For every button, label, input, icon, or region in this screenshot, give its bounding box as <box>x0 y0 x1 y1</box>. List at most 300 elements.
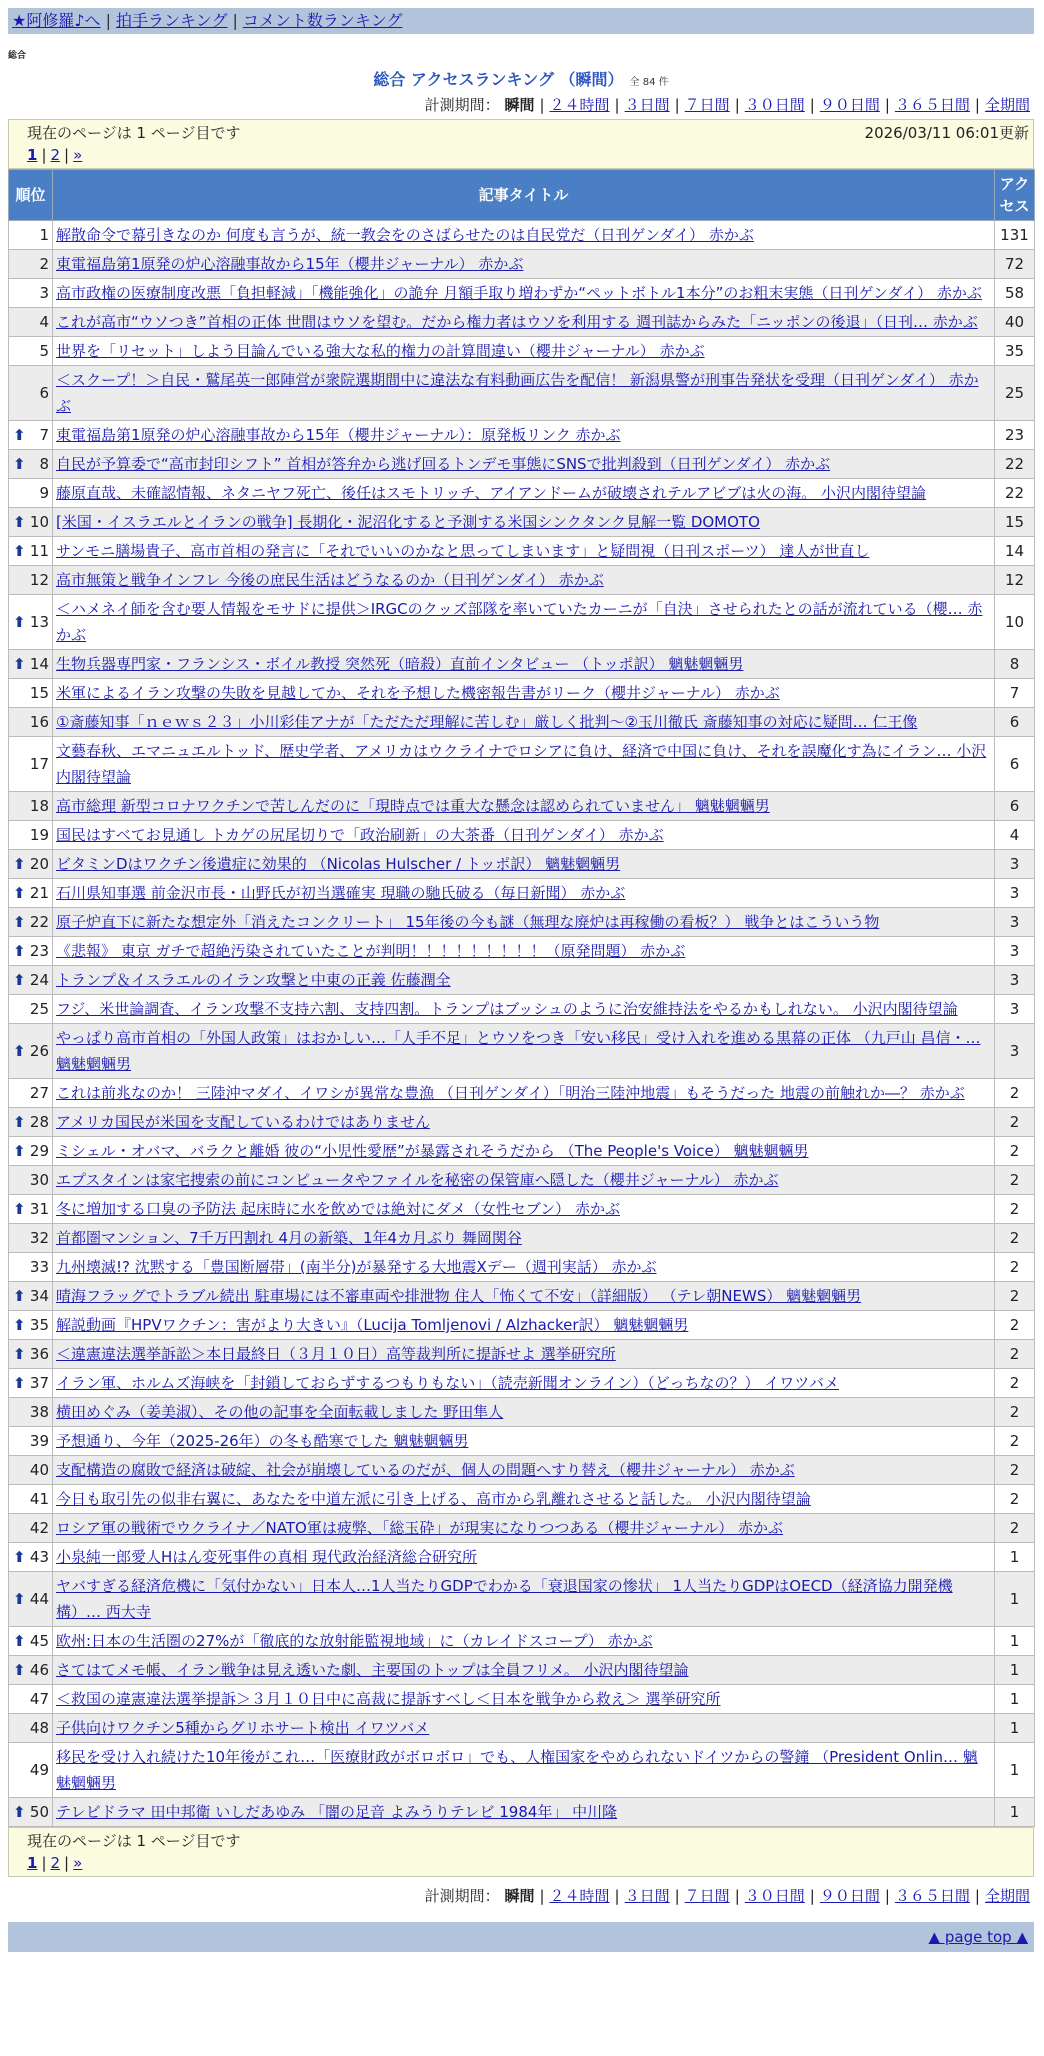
rank-number: 37 <box>29 1374 49 1392</box>
title-cell <box>53 737 995 792</box>
table-row <box>9 1798 1035 1827</box>
article-link[interactable]: ビタミンDはワクチン後遺症に効果的 （Nicolas Hulscher / トッポ訳） 魑魅魍魎男 <box>56 855 621 873</box>
article-link[interactable]: 移民を受け入れ続けた10年後がこれ…「医療財政がボロボロ」でも、人権国家をやめられないドイツからの警鐘 （President Onlin… 魑魅魍魎男 <box>56 1748 978 1792</box>
rank-number: 24 <box>29 971 49 989</box>
page <box>8 8 1034 1952</box>
rank-cell <box>9 1543 53 1572</box>
access-count: 3 <box>995 908 1035 937</box>
rank-cell <box>9 908 53 937</box>
table-row <box>9 366 1035 421</box>
article-link[interactable]: 自民が予算委で“高市封印シフト” 首相が答弁から逃げ回るトンデモ事態にSNSで批判殺到（日刊ゲンダイ） 赤かぶ <box>56 455 831 473</box>
title-cell <box>53 879 995 908</box>
period-selector-top: 計測期間： 瞬間 | ２４時間 | ３日間 | ７日間 | ３０日間 | ９０日間 | ３６５日間 | 全期間 <box>424 96 1030 114</box>
rank-cell <box>9 1798 53 1827</box>
rank-number: 10 <box>29 513 49 531</box>
article-link[interactable]: 冬に増加する口臭の予防法 起床時に水を飲めでは絶対にダメ（女性セブン） 赤かぶ <box>56 1200 620 1218</box>
rank-cell <box>9 1714 53 1743</box>
up-arrow-icon: ⬆ <box>13 542 26 560</box>
table-row <box>9 537 1035 566</box>
period-all-link-bottom[interactable]: 全期間 <box>984 1887 1030 1905</box>
access-count: 40 <box>995 308 1035 337</box>
up-arrow-icon: ⬆ <box>13 1803 26 1821</box>
table-row <box>9 250 1035 279</box>
table-row <box>9 1282 1035 1311</box>
table-row <box>9 708 1035 737</box>
article-link[interactable]: 藤原直哉、未確認情報、ネタニヤフ死亡、後任はスモトリッチ、アイアンドームが破壊されテルアビブは火の海。 小沢内閣待望論 <box>56 484 926 502</box>
table-row <box>9 450 1035 479</box>
access-count: 15 <box>995 508 1035 537</box>
article-link[interactable]: 横田めぐみ（姜美淑）、その他の記事を全面転載しました 野田隼人 <box>56 1403 504 1421</box>
rank-cell <box>9 679 53 708</box>
access-count: 25 <box>995 366 1035 421</box>
table-row <box>9 421 1035 450</box>
rank-cell <box>9 1685 53 1714</box>
rank-cell <box>9 537 53 566</box>
title-cell <box>53 566 995 595</box>
rank-cell <box>9 937 53 966</box>
up-arrow-icon: ⬆ <box>13 971 26 989</box>
footer-bar <box>8 1922 1034 1952</box>
title-cell <box>53 250 995 279</box>
header-title: 記事タイトル <box>53 170 995 221</box>
access-count: 3 <box>995 995 1035 1024</box>
rank-cell <box>9 1572 53 1627</box>
access-count: 2 <box>995 1456 1035 1485</box>
article-link[interactable]: これは前兆なのか！ 三陸沖マダイ、イワシが異常な豊漁 （日刊ゲンダイ）「明治三陸沖地震」もそうだった 地震の前触れか―？ 赤かぶ <box>56 1084 965 1102</box>
rank-number: 40 <box>29 1461 49 1479</box>
rank-cell <box>9 850 53 879</box>
table-row <box>9 1398 1035 1427</box>
access-count: 8 <box>995 650 1035 679</box>
rank-number: 15 <box>29 684 49 702</box>
rank-number: 26 <box>29 1042 49 1060</box>
title-cell <box>53 1656 995 1685</box>
header-count: アクセス <box>995 170 1035 221</box>
period-3d-link-bottom[interactable]: ３日間 <box>624 1887 670 1905</box>
up-arrow-icon: ⬆ <box>13 942 26 960</box>
title-cell <box>53 595 995 650</box>
period-365d-link-bottom[interactable]: ３６５日間 <box>894 1887 970 1905</box>
rank-cell <box>9 1743 53 1798</box>
access-count: 10 <box>995 595 1035 650</box>
article-link[interactable]: ①斎藤知事「ｎｅｗｓ２３」小川彩佳アナが「ただただ理解に苦しむ」厳しく批判～②玉川徹氏 斎藤知事の対応に疑問… 仁王像 <box>56 713 918 731</box>
table-row <box>9 679 1035 708</box>
title-cell <box>53 1743 995 1798</box>
rank-number: 2 <box>39 255 49 273</box>
up-arrow-icon: ⬆ <box>13 426 26 444</box>
period-current-bottom: 瞬間 <box>504 1887 535 1905</box>
period-all-link[interactable]: 全期間 <box>984 96 1030 114</box>
article-link[interactable]: 首都圏マンション、7千万円割れ 4月の新築、1年4カ月ぶり 舞岡関谷 <box>56 1229 522 1247</box>
article-link[interactable]: 《悲報》 東京 ガチで超絶汚染されていたことが判明！！！！！！！！！（原発問題） 赤かぶ <box>56 942 686 960</box>
page-1-link-bottom[interactable]: 1 <box>27 1854 38 1872</box>
access-count: 14 <box>995 537 1035 566</box>
nav-comment-ranking-link[interactable]: コメント数ランキング <box>242 11 403 30</box>
table-row <box>9 1743 1035 1798</box>
title-cell <box>53 1685 995 1714</box>
rank-number: 36 <box>29 1345 49 1363</box>
table-row <box>9 1714 1035 1743</box>
rank-number: 44 <box>29 1590 49 1608</box>
rank-number: 8 <box>39 455 49 473</box>
rank-cell <box>9 221 53 250</box>
rank-number: 4 <box>39 313 49 331</box>
access-count: 2 <box>995 1282 1035 1311</box>
table-row <box>9 566 1035 595</box>
article-link[interactable]: 石川県知事選 前金沢市長・山野氏が初当選確実 現職の馳氏破る（毎日新聞） 赤かぶ <box>56 884 626 902</box>
article-link[interactable]: エプスタインは家宅捜索の前にコンピュータやファイルを秘密の保管庫へ隠した（櫻井ジャーナル） 赤かぶ <box>56 1171 779 1189</box>
period-90d-link[interactable]: ９０日間 <box>819 96 880 114</box>
rank-number: 1 <box>39 226 49 244</box>
table-row <box>9 308 1035 337</box>
rank-cell <box>9 792 53 821</box>
title-cell <box>53 1253 995 1282</box>
rank-number: 6 <box>39 384 49 402</box>
up-arrow-icon: ⬆ <box>13 513 26 531</box>
title-cell <box>53 821 995 850</box>
article-link[interactable]: ＜救国の違憲違法選挙提訴＞３月１０日中に高裁に提訴すべし＜日本を戦争から救え＞ 選挙研究所 <box>56 1690 721 1708</box>
title-cell <box>53 1456 995 1485</box>
up-arrow-icon: ⬆ <box>13 1142 26 1160</box>
access-count: 12 <box>995 566 1035 595</box>
rank-number: 42 <box>29 1519 49 1537</box>
page-top-link[interactable]: ▲ page top ▲ <box>928 1928 1028 1946</box>
title-cell <box>53 1369 995 1398</box>
access-count: 3 <box>995 850 1035 879</box>
access-count: 1 <box>995 1714 1035 1743</box>
article-link[interactable]: 東電福島第1原発の炉心溶融事故から15年（櫻井ジャーナル） 赤かぶ <box>56 255 524 273</box>
access-count: 1 <box>995 1543 1035 1572</box>
title-cell <box>53 1514 995 1543</box>
title-cell <box>53 1108 995 1137</box>
access-count: 2 <box>995 1485 1035 1514</box>
table-row <box>9 1024 1035 1079</box>
rank-cell <box>9 1253 53 1282</box>
up-arrow-icon: ⬆ <box>13 884 26 902</box>
access-count: 1 <box>995 1572 1035 1627</box>
title-cell <box>53 221 995 250</box>
rank-cell <box>9 1137 53 1166</box>
table-row <box>9 908 1035 937</box>
up-arrow-icon: ⬆ <box>13 1345 26 1363</box>
article-link[interactable]: ＜違憲違法選挙訴訟＞本日最終日（３月１０日）高等裁判所に提訴せよ 選挙研究所 <box>56 1345 616 1363</box>
article-link[interactable]: 世界を「リセット」しよう目論んでいる強大な私的権力の計算間違い（櫻井ジャーナル） 赤かぶ <box>56 342 705 360</box>
period-label: 計測期間： <box>424 96 500 114</box>
access-count: 3 <box>995 879 1035 908</box>
rank-number: 33 <box>29 1258 49 1276</box>
rank-cell <box>9 879 53 908</box>
up-arrow-icon: ⬆ <box>13 1042 26 1060</box>
pagination-bottom: 現在のページは 1 ページ目です 1 | 2 | » <box>8 1827 1034 1877</box>
rank-cell <box>9 250 53 279</box>
rank-number: 12 <box>29 571 49 589</box>
article-link[interactable]: 国民はすべてお見通し トカゲの尻尾切りで「政治刷新」の大茶番（日刊ゲンダイ） 赤かぶ <box>56 826 664 844</box>
rank-cell <box>9 1340 53 1369</box>
access-count: 2 <box>995 1514 1035 1543</box>
article-link[interactable]: やっぱり高市首相の「外国人政策」はおかしい…「人手不足」とウソをつき「安い移民」受け入れを進める黒幕の正体 （九戸山 昌信・… 魑魅魍魎男 <box>56 1029 981 1073</box>
rank-cell <box>9 595 53 650</box>
table-row <box>9 1369 1035 1398</box>
nav-asyura-link[interactable]: ★阿修羅♪へ <box>12 11 101 30</box>
rank-number: 23 <box>29 942 49 960</box>
rank-cell <box>9 650 53 679</box>
rank-number: 39 <box>29 1432 49 1450</box>
rank-cell <box>9 821 53 850</box>
rank-number: 25 <box>29 1000 49 1018</box>
article-link[interactable]: ミシェル・オバマ、バラクと離婚 彼の“小児性愛歴”が暴露されそうだから （The People's Voice） 魑魅魍魎男 <box>56 1142 809 1160</box>
access-count: 2 <box>995 1369 1035 1398</box>
table-row <box>9 966 1035 995</box>
title-cell <box>53 508 995 537</box>
title-cell <box>53 650 995 679</box>
title-cell <box>53 1224 995 1253</box>
page-next-link[interactable]: » <box>73 146 83 164</box>
rank-number: 31 <box>29 1200 49 1218</box>
up-arrow-icon: ⬆ <box>13 913 26 931</box>
ranking-heading <box>8 67 1034 90</box>
rank-number: 27 <box>29 1084 49 1102</box>
title-cell <box>53 537 995 566</box>
rank-number: 3 <box>39 284 49 302</box>
rank-cell <box>9 421 53 450</box>
period-90d-link-bottom[interactable]: ９０日間 <box>819 1887 880 1905</box>
rank-cell <box>9 1514 53 1543</box>
current-page-text: 現在のページは 1 ページ目です <box>27 124 241 142</box>
table-row <box>9 1224 1035 1253</box>
up-arrow-icon: ⬆ <box>13 1374 26 1392</box>
rank-number: 5 <box>39 342 49 360</box>
rank-number: 46 <box>29 1661 49 1679</box>
table-row <box>9 1340 1035 1369</box>
access-count: 2 <box>995 1079 1035 1108</box>
article-link[interactable]: 原子炉直下に新たな想定外「消えたコンクリート」 15年後の今も謎（無理な廃炉は再稼働の看板？） 戦争とはこういう物 <box>56 913 880 931</box>
article-link[interactable]: 支配構造の腐敗で経済は破綻、社会が崩壊しているのだが、個人の問題へすり替え（櫻井ジャーナル） 赤かぶ <box>56 1461 795 1479</box>
nav-applause-ranking-link[interactable]: 拍手ランキング <box>115 11 228 30</box>
up-arrow-icon: ⬆ <box>13 1316 26 1334</box>
article-link[interactable]: 解説動画『HPVワクチン：害がより大きい』（Lucija Tomljenovi / Alzhacker訳） 魑魅魍魎男 <box>56 1316 689 1334</box>
access-count: 2 <box>995 1340 1035 1369</box>
up-arrow-icon: ⬆ <box>13 1661 26 1679</box>
table-row <box>9 508 1035 537</box>
table-row <box>9 937 1035 966</box>
rank-cell <box>9 366 53 421</box>
period-current: 瞬間 <box>504 96 535 114</box>
access-count: 6 <box>995 708 1035 737</box>
rank-number: 48 <box>29 1719 49 1737</box>
title-cell <box>53 308 995 337</box>
access-count: 2 <box>995 1137 1035 1166</box>
rank-cell <box>9 1166 53 1195</box>
period-24h-link[interactable]: ２４時間 <box>549 96 610 114</box>
title-cell <box>53 1398 995 1427</box>
table-row <box>9 221 1035 250</box>
access-count: 7 <box>995 679 1035 708</box>
table-row <box>9 1427 1035 1456</box>
up-arrow-icon: ⬆ <box>13 1548 26 1566</box>
rank-number: 11 <box>29 542 49 560</box>
updated-timestamp: 2026/03/11 06:01更新 <box>864 124 1029 142</box>
rank-cell <box>9 1369 53 1398</box>
table-row <box>9 1253 1035 1282</box>
period-selector-bottom: 計測期間： 瞬間 | ２４時間 | ３日間 | ７日間 | ３０日間 | ９０日間 | ３６５日間 | 全期間 <box>424 1887 1030 1905</box>
rank-number: 34 <box>29 1287 49 1305</box>
article-link[interactable]: 文藝春秋、エマニュエルトッド、歴史学者、アメリカはウクライナでロシアに負け、経済で中国に負け、それを誤魔化す為にイラン… 小沢内閣待望論 <box>56 742 987 786</box>
title-cell <box>53 1282 995 1311</box>
access-count: 2 <box>995 1224 1035 1253</box>
article-link[interactable]: 米軍によるイラン攻撃の失敗を見越してか、それを予想した機密報告書がリーク（櫻井ジャーナル） 赤かぶ <box>56 684 780 702</box>
rank-cell <box>9 1195 53 1224</box>
rank-cell <box>9 1024 53 1079</box>
rank-number: 21 <box>29 884 49 902</box>
title-cell <box>53 679 995 708</box>
article-link[interactable]: ＜スクープ！＞自民・鷲尾英一郎陣営が衆院選期間中に違法な有料動画広告を配信！ 新潟県警が刑事告発状を受理（日刊ゲンダイ） 赤かぶ <box>56 371 979 415</box>
up-arrow-icon: ⬆ <box>13 455 26 473</box>
rank-number: 9 <box>39 484 49 502</box>
table-row <box>9 850 1035 879</box>
period-3d-link[interactable]: ３日間 <box>624 96 670 114</box>
article-link[interactable]: 欧州:日本の生活圏の27%が「徹底的な放射能監視地域」に（カレイドスコープ） 赤かぶ <box>56 1632 653 1650</box>
rank-cell <box>9 1282 53 1311</box>
rank-number: 28 <box>29 1113 49 1131</box>
period-365d-link[interactable]: ３６５日間 <box>894 96 970 114</box>
access-count: 72 <box>995 250 1035 279</box>
table-row <box>9 479 1035 508</box>
table-row <box>9 1456 1035 1485</box>
up-arrow-icon: ⬆ <box>13 855 26 873</box>
period-7d-link-bottom[interactable]: ７日間 <box>684 1887 730 1905</box>
article-link[interactable]: テレビドラマ 田中邦衛 いしだあゆみ 「闇の足音 よみうりテレビ 1984年」 中川隆 <box>56 1803 618 1821</box>
period-30d-link-bottom[interactable]: ３０日間 <box>744 1887 805 1905</box>
access-count: 6 <box>995 792 1035 821</box>
title-cell <box>53 337 995 366</box>
rank-cell <box>9 450 53 479</box>
title-cell <box>53 1543 995 1572</box>
page-next-link-bottom[interactable]: » <box>73 1854 83 1872</box>
article-link[interactable]: 九州壊滅!? 沈黙する「豊国断層帯」(南半分)が暴発する大地震Xデー（週刊実話） 赤かぶ <box>56 1258 657 1276</box>
rank-cell <box>9 279 53 308</box>
title-cell <box>53 1195 995 1224</box>
access-count: 1 <box>995 1743 1035 1798</box>
table-row <box>9 1543 1035 1572</box>
period-7d-link[interactable]: ７日間 <box>684 96 730 114</box>
article-link[interactable]: ロシア軍の戦術でウクライナ／NATO軍は疲弊、「総玉砕」が現実になりつつある（櫻井ジャーナル） 赤かぶ <box>56 1519 784 1537</box>
article-link[interactable]: 高市政権の医療制度改悪「負担軽減」「機能強化」の詭弁 月額手取り増わずか“ペットボトル1本分”のお粗末実態（日刊ゲンダイ） 赤かぶ <box>56 284 982 302</box>
article-link[interactable]: 東電福島第1原発の炉心溶融事故から15年（櫻井ジャーナル）：原発板リンク 赤かぶ <box>56 426 621 444</box>
rank-cell <box>9 1398 53 1427</box>
period-30d-link[interactable]: ３０日間 <box>744 96 805 114</box>
rank-cell <box>9 995 53 1024</box>
article-link[interactable]: 小泉純一郎愛人Hはん変死事件の真相 現代政治経済総合研究所 <box>56 1548 478 1566</box>
article-link[interactable]: 解散命令で幕引きなのか 何度も言うが、統一教会をのさばらせたのは自民党だ（日刊ゲンダイ） 赤かぶ <box>56 226 754 244</box>
title-cell <box>53 937 995 966</box>
up-arrow-icon: ⬆ <box>13 1632 26 1650</box>
page-2-link[interactable]: 2 <box>50 146 61 164</box>
title-cell <box>53 479 995 508</box>
table-row <box>9 595 1035 650</box>
title-cell <box>53 1024 995 1079</box>
article-link[interactable]: 予想通り、今年（2025-26年）の冬も酷寒でした 魑魅魍魎男 <box>56 1432 469 1450</box>
title-cell <box>53 1311 995 1340</box>
up-arrow-icon: ⬆ <box>13 1113 26 1131</box>
access-count: 22 <box>995 450 1035 479</box>
rank-cell <box>9 737 53 792</box>
article-link[interactable]: ヤバすぎる経済危機に「気付かない」日本人…1人当たりGDPでわかる「衰退国家の惨状」 1人当たりGDPはOECD（経済協力開発機構）… 西大寺 <box>56 1577 953 1621</box>
page-2-link-bottom[interactable]: 2 <box>50 1854 61 1872</box>
article-link[interactable]: 子供向けワクチン5種からグリホサート検出 イワツバメ <box>56 1719 430 1737</box>
article-link[interactable]: アメリカ国民が米国を支配しているわけではありません <box>56 1113 430 1131</box>
article-link[interactable]: これが高市“ウソつき”首相の正体 世間はウソを望む。だから権力者はウソを利用する 週刊誌からみた「ニッポンの後退」（日刊… 赤かぶ <box>56 313 978 331</box>
ranking-table <box>8 169 1035 1827</box>
access-count: 6 <box>995 737 1035 792</box>
title-cell <box>53 708 995 737</box>
article-link[interactable]: トランプ＆イスラエルのイラン攻撃と中東の正義 佐藤潤全 <box>56 971 451 989</box>
access-count: 2 <box>995 1427 1035 1456</box>
up-arrow-icon: ⬆ <box>13 613 26 631</box>
table-header-row <box>9 170 1035 221</box>
article-link[interactable]: イラン軍、ホルムズ海峡を「封鎖しておらずするつもりもない」（読売新聞オンライン）（どっちなの？） イワツバメ <box>56 1374 839 1392</box>
article-link[interactable]: [米国・イスラエルとイランの戦争] 長期化・泥沼化すると予測する米国シンクタンク見解一覧 DOMOTO <box>56 513 760 531</box>
article-link[interactable]: サンモニ膳場貴子、高市首相の発言に「それでいいのかなと思ってしまいます」と疑問視（日刊スポーツ） 達人が世直し <box>56 542 870 560</box>
rank-cell <box>9 1311 53 1340</box>
page-1-link[interactable]: 1 <box>27 146 38 164</box>
period-24h-link-bottom[interactable]: ２４時間 <box>549 1887 610 1905</box>
up-arrow-icon: ⬆ <box>13 1200 26 1218</box>
title-cell <box>53 850 995 879</box>
period-label-bottom: 計測期間： <box>424 1887 500 1905</box>
access-count: 1 <box>995 1627 1035 1656</box>
rank-number: 30 <box>29 1171 49 1189</box>
article-link[interactable]: 高市無策と戦争インフレ 今後の庶民生活はどうなるのか（日刊ゲンダイ） 赤かぶ <box>56 571 604 589</box>
access-count: 22 <box>995 479 1035 508</box>
table-row <box>9 1685 1035 1714</box>
article-link[interactable]: フジ、米世論調査、イラン攻撃不支持六割、支持四割。トランプはブッシュのように治安維持法をやるかもしれない。 小沢内閣待望論 <box>56 1000 958 1018</box>
ranking-title: 総合 アクセスランキング （瞬間） <box>373 70 624 89</box>
rank-cell <box>9 566 53 595</box>
table-row <box>9 1195 1035 1224</box>
article-link[interactable]: 高市総理 新型コロナワクチンで苦しんだのに「現時点では重大な懸念は認められていません」 魑魅魍魎男 <box>56 797 770 815</box>
rank-cell <box>9 308 53 337</box>
rank-number: 41 <box>29 1490 49 1508</box>
table-row <box>9 1137 1035 1166</box>
total-count: 全 84 件 <box>629 77 669 88</box>
rank-number: 43 <box>29 1548 49 1566</box>
rank-number: 38 <box>29 1403 49 1421</box>
rank-number: 20 <box>29 855 49 873</box>
table-row <box>9 337 1035 366</box>
top-nav: ★阿修羅♪へ | 拍手ランキング | コメント数ランキング <box>8 8 1034 34</box>
up-arrow-icon: ⬆ <box>13 1590 26 1608</box>
article-link[interactable]: ＜ハメネイ師を含む要人情報をモサドに提供＞IRGCのクッズ部隊を率いていたカーニが「自決」させられたとの話が流れている（櫻… 赤かぶ <box>56 600 983 644</box>
table-row <box>9 737 1035 792</box>
title-cell <box>53 279 995 308</box>
rank-cell <box>9 1079 53 1108</box>
rank-cell <box>9 508 53 537</box>
title-cell <box>53 1714 995 1743</box>
article-link[interactable]: 晴海フラッグでトラブル続出 駐車場には不審車両や排泄物 住人「怖くて不安」（詳細版） （テレ朝NEWS） 魑魅魍魎男 <box>56 1287 862 1305</box>
rank-cell <box>9 1427 53 1456</box>
access-count: 1 <box>995 1798 1035 1827</box>
table-row <box>9 279 1035 308</box>
table-row <box>9 1485 1035 1514</box>
rank-number: 49 <box>29 1761 49 1779</box>
access-count: 3 <box>995 937 1035 966</box>
article-link[interactable]: 生物兵器専門家・フランシス・ボイル教授 突然死（暗殺）直前インタビュー （トッポ訳） 魑魅魍魎男 <box>56 655 744 673</box>
access-count: 2 <box>995 1108 1035 1137</box>
access-count: 3 <box>995 1024 1035 1079</box>
article-link[interactable]: さてはてメモ帳、イラン戦争は見え透いた劇、主要国のトップは全員フリメ。 小沢内閣待望論 <box>56 1661 689 1679</box>
table-row <box>9 995 1035 1024</box>
article-link[interactable]: 今日も取引先の似非右翼に、あなたを中道左派に引き上げる、高市から乳離れさせると話した。 小沢内閣待望論 <box>56 1490 811 1508</box>
